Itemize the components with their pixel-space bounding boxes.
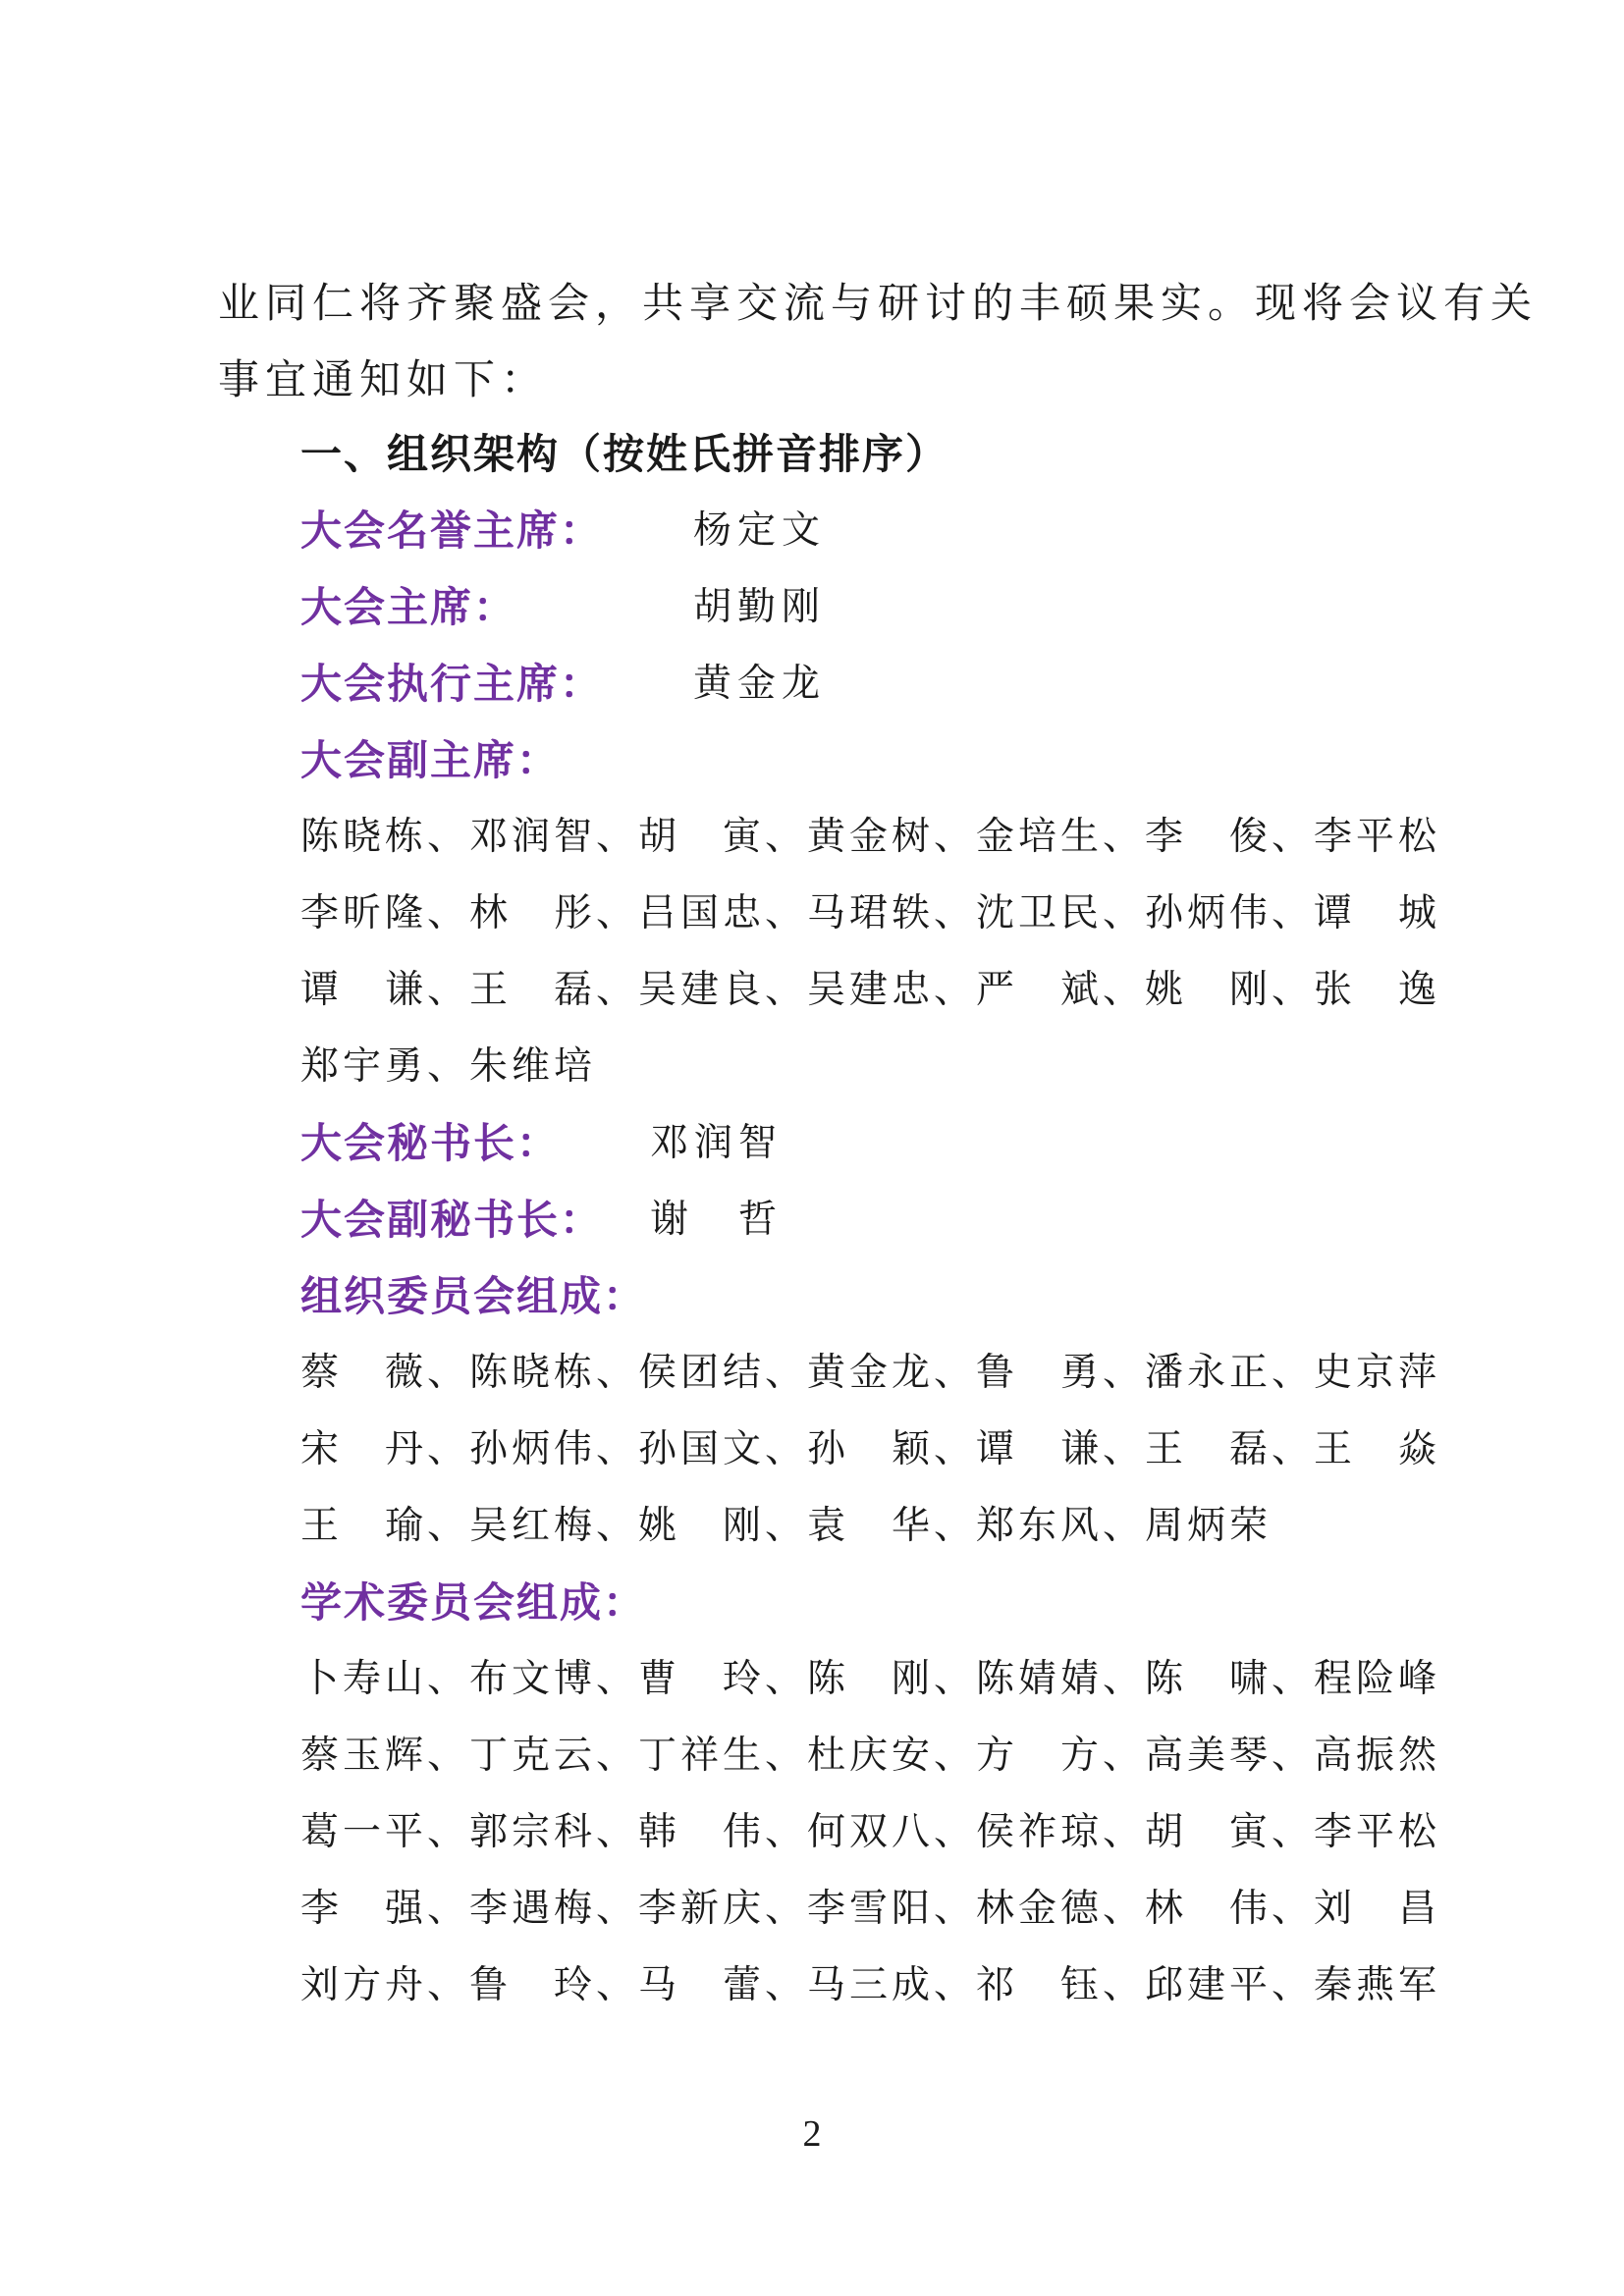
vice-chairs-names-line: 谭 谦、王 磊、吴建良、吴建忠、严 斌、姚 刚、张 逸 — [300, 968, 1441, 1012]
secretary-general-row — [300, 1105, 784, 1182]
academic-committee-names-line: 蔡玉辉、丁克云、丁祥生、杜庆安、方 方、高美琴、高振然 — [300, 1734, 1441, 1778]
academic-committee-names-line: 李 强、李遇梅、李新庆、李雪阳、林金德、林 伟、刘 昌 — [300, 1887, 1441, 1931]
vice-chairs-row — [300, 722, 560, 799]
academic-committee-names-line: 卜寿山、布文博、曹 玲、陈 刚、陈婧婧、陈 啸、程险峰 — [300, 1657, 1441, 1701]
organizing-committee-label: 组织委员会组成： — [300, 1272, 647, 1320]
chair-label: 大会主席： — [300, 583, 517, 631]
secretary-general-value: 邓润智 — [650, 1121, 784, 1165]
executive-chair-value: 黄金龙 — [693, 662, 827, 706]
organizing-committee-names-line: 蔡 薇、陈晓栋、侯团结、黄金龙、鲁 勇、潘永正、史京萍 — [300, 1351, 1441, 1395]
page-number: 2 — [802, 2113, 822, 2155]
honorary-chair-row — [300, 493, 827, 569]
vice-chairs-names-line: 陈晓栋、邓润智、胡 寅、黄金树、金培生、李 俊、李平松 — [300, 815, 1441, 859]
deputy-secretary-general-row — [300, 1182, 784, 1258]
academic-committee-row — [300, 1565, 646, 1641]
deputy-secretary-general-label: 大会副秘书长： — [300, 1196, 604, 1244]
secretary-general-label: 大会秘书长： — [300, 1119, 561, 1167]
intro-line-2: 事宜通知如下： — [218, 355, 549, 403]
deputy-secretary-general-value: 谢 哲 — [650, 1198, 784, 1242]
organizing-committee-row — [300, 1258, 646, 1335]
organizing-committee-names-line: 王 瑜、吴红梅、姚 刚、袁 华、郑东风、周炳荣 — [300, 1504, 1272, 1548]
vice-chairs-names-line: 郑宇勇、朱维培 — [300, 1044, 597, 1089]
academic-committee-names-line: 刘方舟、鲁 玲、马 蕾、马三成、祁 钰、邱建平、秦燕军 — [300, 1963, 1441, 2007]
vice-chairs-label: 大会副主席： — [300, 736, 561, 784]
chair-row — [300, 569, 827, 646]
honorary-chair-label: 大会名誉主席： — [300, 507, 604, 555]
executive-chair-row — [300, 646, 827, 722]
section-heading: 一、组织架构（按姓氏拼音排序） — [300, 430, 949, 478]
executive-chair-label: 大会执行主席： — [300, 660, 604, 708]
organizing-committee-names-line: 宋 丹、孙炳伟、孙国文、孙 颖、谭 谦、王 磊、王 焱 — [300, 1427, 1441, 1471]
chair-value: 胡勤刚 — [693, 585, 827, 629]
intro-line-1: 业同仁将齐聚盛会，共享交流与研讨的丰硕果实。现将会议有关 — [218, 279, 1539, 327]
academic-committee-names-line: 葛一平、郭宗科、韩 伟、何双八、侯祚琼、胡 寅、李平松 — [300, 1810, 1441, 1854]
honorary-chair-value: 杨定文 — [693, 508, 827, 553]
academic-committee-label: 学术委员会组成： — [300, 1578, 647, 1627]
vice-chairs-names-line: 李昕隆、林 彤、吕国忠、马珺轶、沈卫民、孙炳伟、谭 城 — [300, 891, 1441, 935]
